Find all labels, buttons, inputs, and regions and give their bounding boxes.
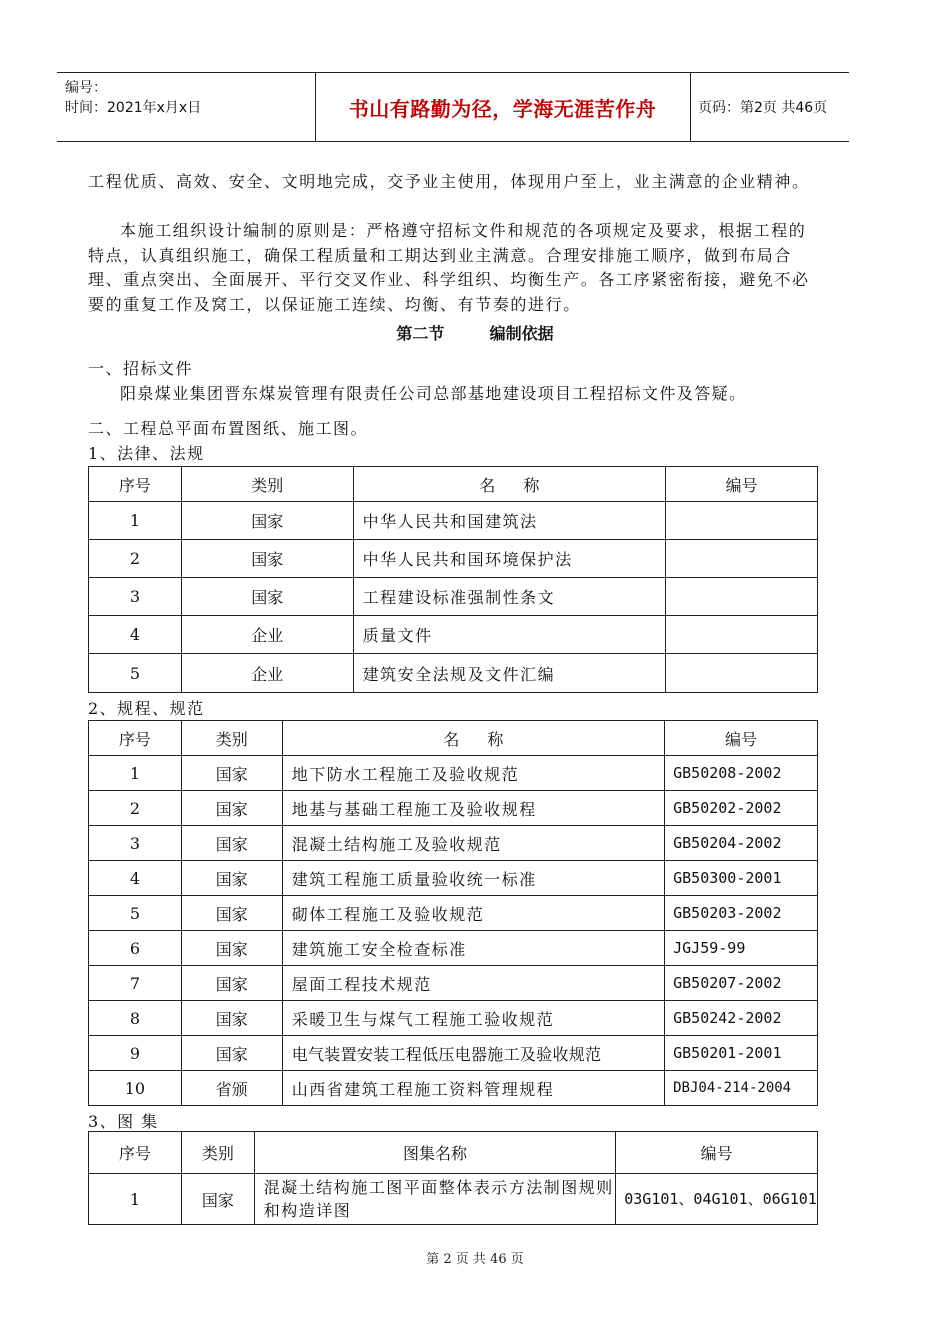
cell-name: 混凝土结构施工图平面整体表示方法制图规则和构造详图 (254, 1174, 615, 1225)
cell-name: 工程建设标准强制性条文 (353, 578, 666, 616)
cell-category: 国家 (181, 791, 282, 826)
cell-name: 屋面工程技术规范 (282, 966, 664, 1001)
table-row (89, 1001, 818, 1036)
cell-name: 地下防水工程施工及验收规范 (282, 756, 664, 791)
cell-category: 省颁 (181, 1071, 282, 1106)
cell-index: 3 (89, 826, 182, 861)
col-header-index: 序号 (89, 721, 182, 756)
item-drawings: 二、工程总平面布置图纸、施工图。 (88, 419, 369, 438)
table-header-row (89, 467, 818, 502)
col-header-index: 序号 (89, 467, 182, 502)
cell-code (666, 502, 818, 540)
cell-name: 质量文件 (353, 616, 666, 654)
page-header (57, 72, 849, 142)
cell-index: 2 (89, 540, 182, 578)
table-row (89, 1036, 818, 1071)
cell-code (666, 540, 818, 578)
standards-table (88, 720, 818, 1106)
cell-code: GB50202-2002 (665, 791, 818, 826)
cell-category: 国家 (181, 896, 282, 931)
table-row (89, 1071, 818, 1106)
cell-code: GB50208-2002 (665, 756, 818, 791)
subheading-laws: 1、法律、法规 (88, 444, 205, 463)
cell-index: 5 (89, 896, 182, 931)
header-motto: 书山有路勤为径，学海无涯苦作舟 (348, 96, 657, 121)
cell-code (666, 616, 818, 654)
cell-category: 国家 (181, 756, 282, 791)
cell-name: 山西省建筑工程施工资料管理规程 (282, 1071, 664, 1106)
cell-name: 地基与基础工程施工及验收规程 (282, 791, 664, 826)
cell-code: GB50300-2001 (665, 861, 818, 896)
section-name: 编制依据 (489, 324, 554, 343)
cell-index: 1 (89, 756, 182, 791)
col-header-category: 类别 (181, 1132, 254, 1174)
col-header-name: 名称 (353, 467, 666, 502)
table-row (89, 578, 818, 616)
cell-code: JGJ59-99 (665, 931, 818, 966)
atlas-table (88, 1131, 818, 1225)
cell-category: 国家 (181, 1174, 254, 1225)
cell-index: 10 (89, 1071, 182, 1106)
cell-index: 5 (89, 654, 182, 693)
item-bidding-docs-text: 阳泉煤业集团晋东煤炭管理有限责任公司总部基地建设项目工程招标文件及答疑。 (120, 384, 747, 403)
cell-category: 国家 (181, 578, 353, 616)
cell-code: DBJ04-214-2004 (665, 1071, 818, 1106)
cell-index: 4 (89, 616, 182, 654)
item-bidding-docs: 一、招标文件 (88, 359, 194, 378)
cell-code: GB50204-2002 (665, 826, 818, 861)
cell-code: GB50207-2002 (665, 966, 818, 1001)
table-row (89, 654, 818, 693)
cell-code (666, 578, 818, 616)
col-header-code: 编号 (665, 721, 818, 756)
cell-name: 中华人民共和国环境保护法 (353, 540, 666, 578)
col-header-index: 序号 (89, 1132, 182, 1174)
cell-index: 8 (89, 1001, 182, 1036)
table-row (89, 540, 818, 578)
header-time: 时间：2021年x月x日 (65, 100, 202, 116)
section-title (0, 321, 950, 344)
cell-name: 建筑施工安全检查标准 (282, 931, 664, 966)
cell-index: 2 (89, 791, 182, 826)
cell-category: 国家 (181, 1036, 282, 1071)
cell-index: 1 (89, 1174, 182, 1225)
header-number: 编号： (65, 80, 107, 96)
cell-category: 国家 (181, 1001, 282, 1036)
col-header-category: 类别 (181, 721, 282, 756)
cell-category: 国家 (181, 861, 282, 896)
col-header-code: 编号 (666, 467, 818, 502)
cell-index: 4 (89, 861, 182, 896)
cell-name: 电气装置安装工程低压电器施工及验收规范 (282, 1036, 664, 1071)
table-row (89, 756, 818, 791)
cell-name: 砌体工程施工及验收规范 (282, 896, 664, 931)
cell-name: 中华人民共和国建筑法 (353, 502, 666, 540)
cell-category: 国家 (181, 826, 282, 861)
subheading-atlas: 3、图 集 (88, 1112, 159, 1131)
cell-code: GB50242-2002 (665, 1001, 818, 1036)
table-row (89, 502, 818, 540)
cell-code: GB50203-2002 (665, 896, 818, 931)
col-header-category: 类别 (181, 467, 353, 502)
table-row (89, 861, 818, 896)
cell-category: 企业 (181, 616, 353, 654)
cell-name: 采暖卫生与煤气工程施工验收规范 (282, 1001, 664, 1036)
paragraph-1: 工程优质、高效、安全、文明地完成，交予业主使用，体现用户至上，业主满意的企业精神。 (88, 172, 810, 191)
cell-code (666, 654, 818, 693)
header-divider (690, 73, 691, 141)
cell-index: 7 (89, 966, 182, 1001)
cell-index: 6 (89, 931, 182, 966)
table-row (89, 931, 818, 966)
paragraph-2: 本施工组织设计编制的原则是：严格遵守招标文件和规范的各项规定及要求，根据工程的特点，认真组织施工，确保工程质量和工期达到业主满意。合理安排施工顺序，做到布局合理、重点突出、全面展开、平行交叉作业、科学组织、均衡生产。各工序紧密衔接，避免不必要的重复工作及窝工，以保证施工连续、均衡、有节奏的进行。 (88, 221, 810, 314)
table-row (89, 826, 818, 861)
subheading-standards: 2、规程、规范 (88, 699, 205, 718)
section-number: 第二节 (396, 324, 445, 343)
col-header-name: 图集名称 (254, 1132, 615, 1174)
col-header-code: 编号 (616, 1132, 818, 1174)
table-row (89, 1174, 818, 1225)
table-row (89, 791, 818, 826)
cell-name: 建筑工程施工质量验收统一标准 (282, 861, 664, 896)
cell-name: 混凝土结构施工及验收规范 (282, 826, 664, 861)
cell-code: GB50201-2001 (665, 1036, 818, 1071)
table-row (89, 896, 818, 931)
cell-category: 国家 (181, 502, 353, 540)
cell-index: 9 (89, 1036, 182, 1071)
cell-index: 1 (89, 502, 182, 540)
header-meta (65, 78, 201, 118)
cell-index: 3 (89, 578, 182, 616)
cell-name: 建筑安全法规及文件汇编 (353, 654, 666, 693)
table-row (89, 616, 818, 654)
cell-code: 03G101、04G101、06G101 (616, 1174, 818, 1225)
page-footer: 第 2 页 共 46 页 (426, 1252, 524, 1267)
table-header-row (89, 1132, 818, 1174)
cell-category: 国家 (181, 931, 282, 966)
col-header-name: 名称 (282, 721, 664, 756)
cell-category: 国家 (181, 966, 282, 1001)
cell-category: 企业 (181, 654, 353, 693)
header-page-info: 页码：第2页 共46页 (698, 100, 828, 116)
table-row (89, 966, 818, 1001)
laws-table (88, 466, 818, 693)
table-header-row (89, 721, 818, 756)
cell-category: 国家 (181, 540, 353, 578)
